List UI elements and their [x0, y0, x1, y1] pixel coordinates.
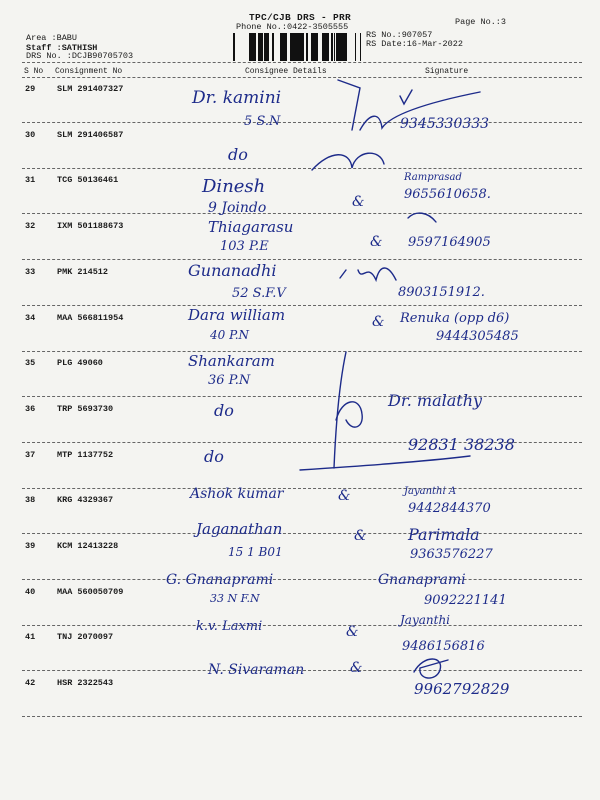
consignee-name-handwritten: Thiagarasu: [208, 218, 294, 236]
row-consignment-number: SLM 291407327: [57, 84, 124, 94]
consignee-name-handwritten: k.v. Laxmi: [196, 619, 263, 634]
tick-mark: &: [352, 194, 365, 210]
signature-scribble: [340, 268, 396, 280]
signature-scribble: [360, 90, 480, 130]
row-serial-number: 39: [25, 541, 36, 551]
row-consignment-number: TRP 5693730: [57, 404, 114, 414]
row-serial-number: 34: [25, 313, 36, 323]
consignee-name-handwritten: Shankaram: [188, 352, 275, 370]
row-serial-number: 32: [25, 221, 36, 231]
tick-mark: &: [372, 314, 385, 330]
tick-mark: &: [350, 660, 363, 676]
consignee-name-handwritten: Dr. kamini: [192, 88, 282, 108]
row-consignment-number: PLG 49060: [57, 358, 103, 368]
signature-handwritten: Jayanthi A: [404, 486, 457, 497]
row-serial-number: 42: [25, 678, 36, 688]
office-phone: Phone No.:0422-3505555: [236, 22, 349, 32]
row-divider: [22, 442, 582, 443]
signature-scribble: [408, 213, 436, 222]
row-consignment-number: HSR 2322543: [57, 678, 114, 688]
signature-phone-handwritten: 9486156816: [402, 639, 485, 654]
drs-number: DRS No. :DCJB90705703: [26, 51, 134, 61]
row-serial-number: 30: [25, 130, 36, 140]
divider: [22, 62, 582, 63]
consignee-name-handwritten: Dara william: [188, 306, 286, 324]
row-divider: [22, 670, 582, 671]
row-serial-number: 37: [25, 450, 36, 460]
row-divider: [22, 579, 582, 580]
signature-phone-handwritten: 9444305485: [436, 329, 519, 344]
row-divider: [22, 351, 582, 352]
rs-number: RS No.:907057: [366, 30, 433, 40]
row-serial-number: 40: [25, 587, 36, 597]
signature-phone-handwritten: 9655610658.: [404, 187, 491, 202]
consignee-address-handwritten: 52 S.F.V: [232, 286, 286, 301]
consignee-name-handwritten: N. Sivaraman: [208, 662, 305, 678]
row-serial-number: 35: [25, 358, 36, 368]
sheet-title: TPC/CJB DRS - PRR: [248, 12, 351, 23]
signature-phone-handwritten: 9092221141: [424, 593, 507, 608]
consignee-address-handwritten: 33 N F.N: [210, 592, 260, 605]
signature-scribble: [414, 659, 448, 678]
row-serial-number: 31: [25, 175, 36, 185]
row-consignment-number: KRG 4329367: [57, 495, 114, 505]
row-consignment-number: TNJ 2070097: [57, 632, 114, 642]
col-header-consignee: Consignee Details: [245, 67, 327, 76]
signature-phone-handwritten: 9442844370: [408, 501, 491, 516]
consignee-name-handwritten: Dinesh: [202, 176, 266, 197]
signature-phone-handwritten: 9363576227: [410, 547, 493, 562]
rs-date: RS Date:16-Mar-2022: [366, 39, 463, 49]
row-divider: [22, 396, 582, 397]
row-serial-number: 38: [25, 495, 36, 505]
row-divider: [22, 716, 582, 717]
row-consignment-number: TCG 50136461: [57, 175, 119, 185]
consignee-name-handwritten: Gunanadhi: [188, 261, 277, 280]
area-field: Area :BABU: [26, 33, 78, 43]
signature-handwritten: Ramprasad: [404, 172, 462, 183]
signature-handwritten: Jayanthi: [400, 613, 451, 627]
signature-phone-handwritten: 8903151912.: [398, 285, 485, 300]
staff-field: Staff :SATHISH: [26, 43, 98, 53]
row-divider: [22, 488, 582, 489]
row-divider: [22, 168, 582, 169]
signature-phone-handwritten: 92831 38238: [408, 435, 515, 454]
row-serial-number: 33: [25, 267, 36, 277]
row-consignment-number: MTP 1137752: [57, 450, 114, 460]
col-header-signature: Signature: [425, 67, 469, 76]
consignee-name-handwritten: do: [214, 401, 234, 420]
tick-mark: &: [338, 488, 351, 504]
signature-scribble: [336, 402, 362, 427]
row-divider: [22, 259, 582, 260]
tick-mark: &: [346, 624, 359, 640]
row-consignment-number: SLM 291406587: [57, 130, 124, 140]
row-consignment-number: MAA 566811954: [57, 313, 124, 323]
signature-handwritten: Renuka (opp d6): [400, 311, 510, 326]
row-divider: [22, 625, 582, 626]
consignee-name-handwritten: Jaganathan: [196, 520, 283, 538]
row-consignment-number: KCM 12413228: [57, 541, 119, 551]
tick-mark: &: [354, 528, 367, 544]
row-serial-number: 29: [25, 84, 36, 94]
consignee-address-handwritten: 36 P.N: [208, 373, 251, 388]
row-divider: [22, 533, 582, 534]
signature-handwritten: Gnanaprami: [378, 572, 466, 588]
row-divider: [22, 213, 582, 214]
signature-phone-handwritten: 9597164905: [408, 235, 491, 250]
row-consignment-number: IXM 501188673: [57, 221, 124, 231]
signature-handwritten: Dr. malathy: [388, 391, 483, 410]
row-serial-number: 36: [25, 404, 36, 414]
consignee-name-handwritten: do: [228, 145, 248, 164]
row-divider: [22, 305, 582, 306]
row-serial-number: 41: [25, 632, 36, 642]
consignee-address-handwritten: 5 S.N: [244, 114, 281, 129]
bracket-stroke: [300, 456, 470, 470]
consignee-address-handwritten: 103 P.E: [220, 239, 269, 254]
row-consignment-number: PMK 214512: [57, 267, 109, 277]
consignee-name-handwritten: do: [204, 447, 224, 466]
signature-phone-handwritten: 9962792829: [414, 680, 510, 698]
divider: [22, 77, 582, 78]
consignee-address-handwritten: 9 Joindo: [208, 200, 267, 216]
consignee-address-handwritten: 40 P.N: [210, 328, 250, 342]
page-number: Page No.:3: [455, 17, 507, 27]
row-divider: [22, 122, 582, 123]
col-header-sno: S No: [24, 67, 44, 76]
consignee-name-handwritten: Ashok kumar: [190, 486, 284, 502]
row-consignment-number: MAA 560050709: [57, 587, 124, 597]
bracket-stroke: [334, 352, 346, 468]
signature-phone-handwritten: 9345330333: [400, 116, 490, 132]
col-header-consignment: Consignment No: [55, 67, 123, 76]
signature-handwritten: Parimala: [408, 525, 480, 544]
consignee-address-handwritten: 15 1 B01: [228, 545, 283, 559]
consignee-name-handwritten: G. Gnanaprami: [166, 572, 274, 588]
barcode-icon: [233, 33, 361, 61]
tick-mark: &: [370, 234, 383, 250]
